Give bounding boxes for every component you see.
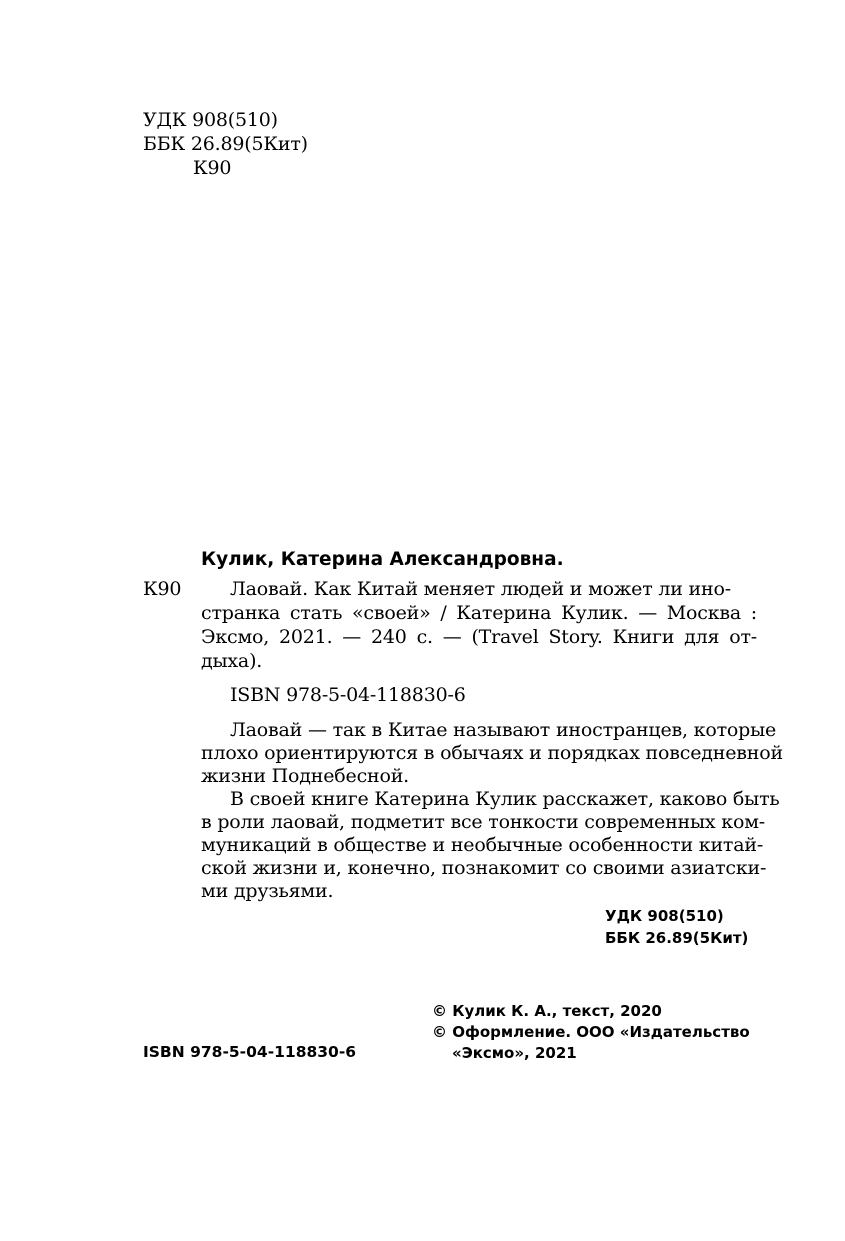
annotation-paragraph-2 [201,788,780,903]
udk-code: УДК 908(510) [143,109,278,131]
description-line-3: Эксмо, 2021. — 240 с. — (Travel Story. Книги для от- [201,626,757,648]
annotation-line: В своей книге Катерина Кулик расскажет, каково быть [230,788,780,810]
isbn-line: ISBN 978-5-04-118830-6 [230,684,466,706]
description-continued [201,601,757,673]
author-mark: К90 [193,157,232,179]
annotation-line: ской жизни и, конечно, познакомит со своими азиатски- [201,857,767,879]
copyright-design: © Оформление. ООО «Издательство [432,1023,750,1041]
annotation-line: муникаций в обществе и необычные особенности китай- [201,834,764,856]
annotation-paragraph-1 [201,719,783,788]
description-line-2: странка стать «своей» / Катерина Кулик. — Москва : [201,602,757,624]
annotation-line: плохо ориентируются в обычаях и порядках повседневной [201,742,783,764]
annotation-line: жизни Поднебесной. [201,765,410,787]
bbk-code-footer: ББК 26.89(5Кит) [605,929,749,947]
isbn-bottom: ISBN 978-5-04-118830-6 [143,1043,357,1061]
bbk-code: ББК 26.89(5Кит) [143,133,308,155]
annotation-line: Лаовай — так в Китае называют иностранцев, которые [230,719,777,741]
udk-code-footer: УДК 908(510) [605,907,724,925]
author-mark-side: К90 [143,578,182,600]
copyright-design-cont: «Эксмо», 2021 [452,1044,577,1062]
annotation-line: в роли лаовай, подметит все тонкости современных ком- [201,811,765,833]
description-line-4: дыха). [201,650,263,672]
description-line-1: Лаовай. Как Китай меняет людей и может ли ино- [230,578,731,600]
author-heading: Кулик, Катерина Александровна. [201,549,564,570]
copyright-text: © Кулик К. А., текст, 2020 [432,1002,662,1020]
annotation-line: ми друзьями. [201,880,334,902]
